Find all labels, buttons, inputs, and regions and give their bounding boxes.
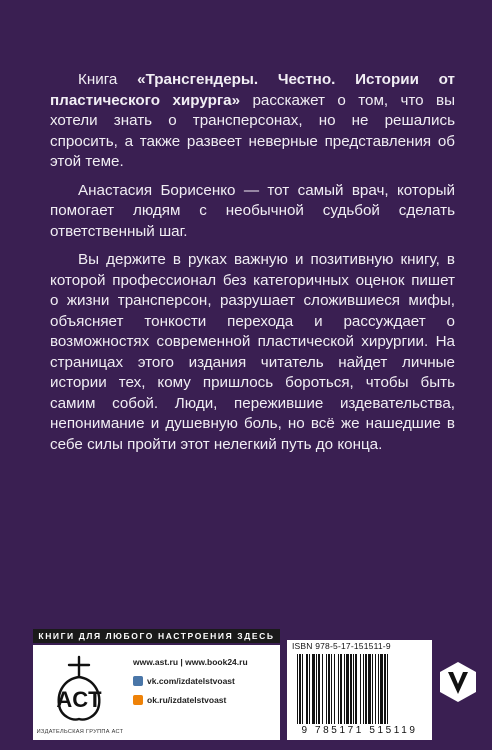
ok-icon [133, 695, 143, 705]
barcode-bar [384, 654, 386, 724]
barcode-bar [316, 654, 317, 724]
blurb-text [50, 70, 455, 463]
vk-link[interactable] [133, 674, 278, 688]
barcode-bar [360, 654, 361, 724]
vk-text: vk.com/izdatelstvoast [147, 676, 235, 686]
v-triangle-logo-icon [438, 660, 478, 704]
barcode-digits: 9 785171 515119 [301, 725, 418, 736]
ok-text: ok.ru/izdatelstvoast [147, 695, 227, 705]
publisher-caption: ИЗДАТЕЛЬСКАЯ ГРУППА АСТ [36, 729, 124, 735]
barcode-bar [372, 654, 373, 724]
barcode-bar [334, 654, 335, 724]
barcode-bar [378, 654, 379, 724]
barcode-bar [344, 654, 345, 724]
publisher-panel [33, 645, 280, 740]
websites-link[interactable] [133, 655, 278, 669]
barcode-bar [299, 654, 301, 724]
blurb-paragraph-1 [50, 70, 455, 173]
tagline-bar: КНИГИ ДЛЯ ЛЮБОГО НАСТРОЕНИЯ ЗДЕСЬ [33, 629, 280, 643]
publisher-links [133, 655, 278, 712]
barcode-bar [368, 654, 371, 724]
barcode-bar [355, 654, 357, 724]
blurb-p1-prefix: Книга [78, 71, 138, 88]
barcode-bar [309, 654, 310, 724]
barcode-bar [312, 654, 315, 724]
barcode-bar [387, 654, 388, 724]
websites-text: www.ast.ru | www.book24.ru [133, 657, 248, 667]
barcode-bar [326, 654, 327, 724]
isbn-label: ISBN 978-5-17-151511-9 [292, 641, 391, 651]
barcode-bar [322, 654, 323, 724]
barcode-bar [302, 654, 303, 724]
barcode-bar [375, 654, 376, 724]
barcode-bar [353, 654, 354, 724]
ast-logo-icon [37, 651, 121, 727]
barcode-bar [318, 654, 320, 724]
barcode-icon [291, 654, 428, 726]
barcode-bar [331, 654, 332, 724]
barcode-bar [380, 654, 383, 724]
barcode-bar [328, 654, 330, 724]
book-title-inline: «Трансгендеры. Честно. Истории от пластического хирурга» [50, 71, 455, 109]
vk-icon [133, 676, 143, 686]
barcode-bar [346, 654, 349, 724]
ok-link[interactable] [133, 693, 278, 707]
blurb-p1-suffix: расскажет о том, что вы хотели знать о трансперсонах, но не решались спросить, а также развеет неверные представления об этой теме. [50, 91, 455, 170]
blurb-paragraph-2: Анастасия Борисенко — тот самый врач, который помогает людям с необычной судьбой сделать ответственный шаг. [50, 181, 455, 240]
barcode-bar [363, 654, 364, 724]
ast-logo-text: ACT [56, 687, 102, 712]
barcode-bar [338, 654, 339, 724]
barcode-bar [350, 654, 352, 724]
barcode-bar [340, 654, 342, 724]
barcode-bar [297, 654, 298, 724]
blurb-paragraph-3: Вы держите в руках важную и позитивную книгу, в которой профессионал без категоричных оценок пишет о жизни трансперсон, разрушает сложившиеся мифы, объясняет тонкости перехода и рассуждает о возможностях современной пластической хирургии. На страницах этого издания читатель найдет личные истории тех, кому пришлось бороться, чтобы быть самим собой. Люди, пережившие издевательства, непонимание и душевную боль, но всё же нашедшие в себе силы пройти этот нелегкий путь до конца. [50, 251, 455, 453]
isbn-panel [287, 640, 432, 740]
barcode-bar [306, 654, 308, 724]
barcode-bar [365, 654, 367, 724]
